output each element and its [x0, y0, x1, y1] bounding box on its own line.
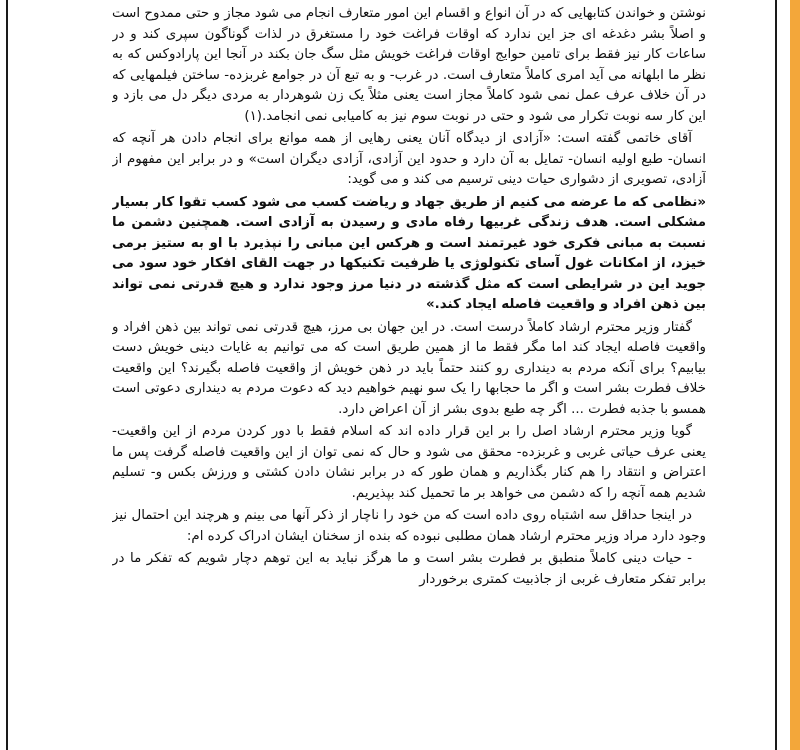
- paragraph-1: نوشتن و خواندن کتابهایی که در آن انواع و اقسام این امور متعارف انجام می شود مجاز و حتی ممدوح است و اصلاً بشر دغدغه ای جز این ندارد که اوقات فراغت خود را مستغرق در لذات گوناگون سپری کند و در ساعات کار نیز فقط برای تامین حوایج اوقات فراغت خویش مثل سگ جان بکند در آنجا این پارادوکس که به نظر ما ابلهانه می آید امری کاملاً متعارف است. در غرب- و به تبع آن در جوامع غربزده- ساختن فیلمهایی که در آن خلاف عرف عمل نمی شود کاملاً مجاز است یعنی مثلاً یک زن شوهردار به مردی دیگر دل می بازد و این کار سه نوبت تکرار می شود و حتی در نوبت سوم نیز به کامیابی نمی انجامد.(۱): [112, 6, 706, 124]
- page-border-right: [775, 0, 777, 750]
- paragraph-2: آقای خاتمی گفته است: «آزادی از دیدگاه آنان یعنی رهایی از همه موانع برای انجام دادن هر آنچه که انسان- طبع اولیه انسان- تمایل به آن دارد و حدود این آزادی، آزادی دیگران است» و در برابر این مفهوم از آزادی، تصویری از دشواری حیات دینی ترسیم می کند و می گوید:: [112, 131, 706, 187]
- accent-strip: [790, 0, 800, 750]
- paragraph-3-quote: «نظامی که ما عرضه می کنیم از طریق جهاد و ریاضت کسب می شود کسب تقوا کار بسیار مشکلی است. هدف زندگی غربیها رفاه مادی و رسیدن به آزادی است. همچنین دشمن ما نسبت به مبانی فکری خود غیرتمند است و هرکس این مبانی را نپذیرد با او به ستیز برمی خیزد، از امکانات غول آسای تکنولوژی یا ظرفیت تکنیکها در جهت القای افکار خود سود می جوید این در شرایطی است که مثل گذشته در دنیا مرز وجود ندارد و هیچ قدرتی نمی تواند بین ذهن افراد و واقعیت فاصله ایجاد کند.»: [112, 194, 706, 312]
- paragraph-4: گفتار وزیر محترم ارشاد کاملاً درست است. در این جهان بی مرز، هیچ قدرتی نمی تواند بین ذهن افراد و واقعیت فاصله ایجاد کند اما مگر فقط ما از همین طریق است که می توانیم به غایات دینی خویش دست بیابیم؟ برای آنکه مردم به دینداری رو کنند حتماً باید در ذهن خویش از واقعیت فاصله بگیرند؟ این واقعیت خلاف فطرت بشر است و اگر ما حجابها را یک سو نهیم خواهیم دید که دعوت مردم به دینداری دعوتی است همسو با جذبه فطرت ... اگر چه طبع بدوی بشر از آن اعراض دارد.: [112, 319, 706, 417]
- paragraph-6: در اینجا حداقل سه اشتباه روی داده است که من خود را ناچار از ذکر آنها می بینم و هرچند این احتمال نیز وجود دارد مراد وزیر محترم ارشاد همان مطلبی نبوده که بنده از سخنان ایشان ادراک کرده ام:: [112, 508, 706, 544]
- text-column: [112, 0, 706, 750]
- paragraph-5: گویا وزیر محترم ارشاد اصل را بر این قرار داده اند که اسلام فقط با دور کردن مردم از این واقعیت- یعنی عرف حیاتی غربی و غربزده- محقق می شود و حال که نمی توان از این واقعیت فاصله گرفت پس ما اعتراض و انتقاد را هم کنار بگذاریم و همان طور که در برابر نشان دادن کشتی و ورزش بکس و- تسلیم شدیم همه آنچه را که دشمن می خواهد بر ما تحمیل کند بپذیریم.: [112, 424, 706, 501]
- page-border-left: [6, 0, 8, 750]
- paragraph-7: - حیات دینی کاملاً منطبق بر فطرت بشر است و ما هرگز نباید به این توهم دچار شویم که تفکر ما در برابر تفکر متعارف غربی از جاذبیت کمتری برخوردار: [112, 551, 706, 587]
